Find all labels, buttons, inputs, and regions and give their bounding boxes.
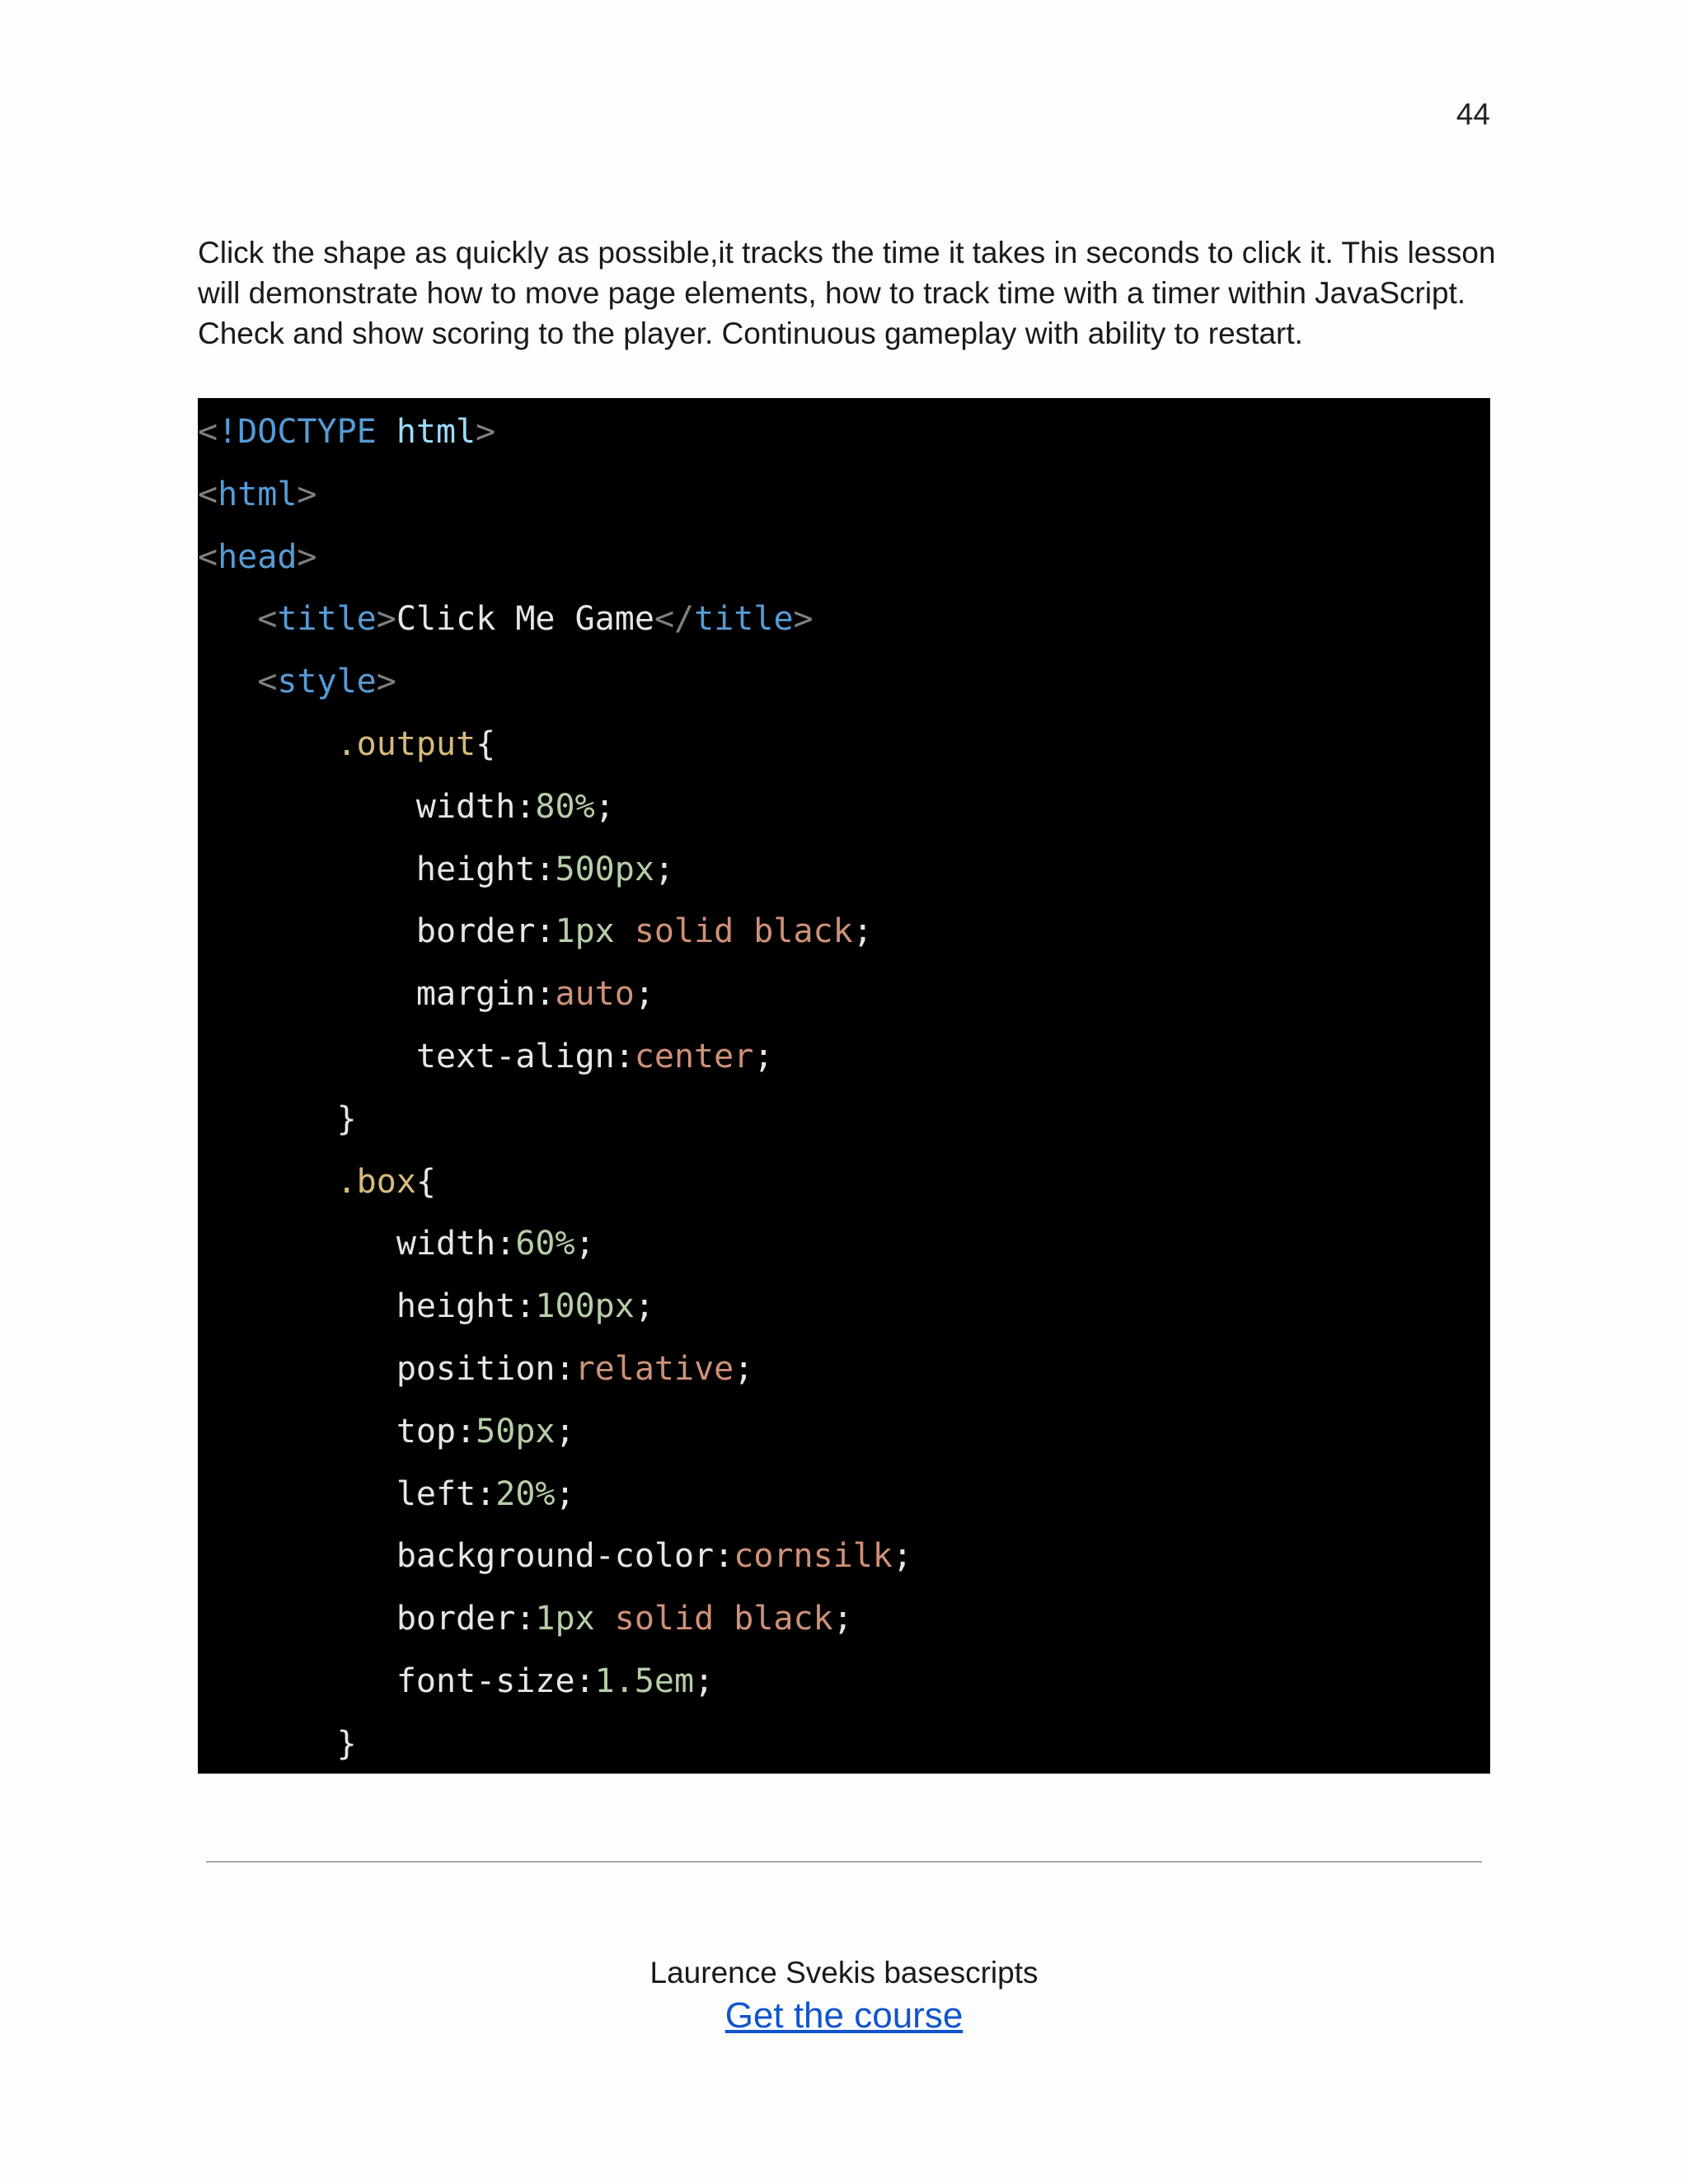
code-token: width: (396, 1225, 516, 1263)
code-line (198, 401, 1490, 464)
code-indent (198, 1413, 396, 1451)
code-token: </ (654, 600, 695, 639)
get-the-course-link[interactable]: Get the course (724, 1995, 964, 2036)
code-indent (198, 1163, 337, 1201)
code-line (198, 464, 1490, 527)
code-token: html (376, 413, 476, 451)
footer-divider (206, 1861, 1482, 1863)
code-indent (198, 1475, 396, 1513)
footer-link-container (0, 1995, 1688, 2036)
code-token: solid black (614, 912, 853, 951)
code-line (198, 1713, 1490, 1776)
code-token: 20% (495, 1474, 556, 1513)
code-token: border: (415, 912, 556, 951)
code-indent (198, 1287, 396, 1325)
code-token: center (634, 1037, 754, 1076)
code-token: 1px (535, 1600, 595, 1638)
code-token: > (297, 537, 317, 576)
code-token: < (198, 413, 218, 451)
code-line (198, 1526, 1490, 1588)
code-token: .box (336, 1162, 416, 1201)
code-block (198, 398, 1490, 1774)
code-line (198, 527, 1490, 589)
code-line (198, 1464, 1490, 1526)
code-token: ; (634, 1287, 654, 1326)
code-token: 500px (555, 850, 654, 888)
code-token: head (218, 537, 298, 576)
code-indent (198, 1600, 396, 1638)
code-line (198, 901, 1490, 963)
code-indent (198, 1038, 416, 1076)
code-indent (198, 851, 416, 888)
code-indent (198, 663, 257, 701)
code-token: ; (832, 1600, 853, 1638)
code-token: { (415, 1162, 436, 1201)
code-token: ; (574, 1225, 595, 1263)
code-indent (198, 1350, 396, 1388)
code-token: ; (594, 787, 615, 826)
code-token: style (277, 663, 377, 701)
code-token: position: (396, 1349, 575, 1388)
code-token: background-color: (396, 1537, 734, 1576)
code-token: font-size: (396, 1661, 595, 1700)
code-token: width: (415, 787, 536, 826)
intro-paragraph: Click the shape as quickly as possible,it tracks the time it takes in seconds to click it. This lesson will demonstrate how to move page elements, how to track time with a timer within JavaScript. Check and show scoring to the player. Continuous gameplay with ability to restart. (198, 236, 1496, 350)
code-token: ; (852, 912, 873, 951)
code-indent (198, 1725, 337, 1763)
code-token: height: (396, 1287, 536, 1326)
code-token: 1px (555, 912, 615, 951)
code-token: > (476, 413, 496, 451)
code-line (198, 839, 1490, 902)
code-token: > (376, 600, 396, 639)
code-token: < (198, 537, 218, 576)
code-token: > (793, 600, 814, 639)
code-token: relative (574, 1349, 734, 1388)
code-line (198, 963, 1490, 1026)
code-line (198, 1213, 1490, 1276)
code-token: > (297, 475, 317, 513)
code-indent (198, 725, 337, 763)
code-token: { (476, 724, 496, 763)
code-token: cornsilk (734, 1537, 893, 1576)
code-line (198, 1651, 1490, 1713)
code-indent (198, 788, 416, 826)
code-line (198, 588, 1490, 651)
code-token: ; (694, 1661, 715, 1700)
code-token: html (218, 475, 298, 513)
code-token: } (336, 1099, 357, 1138)
code-line (198, 714, 1490, 776)
code-indent (198, 975, 416, 1013)
code-token: < (198, 475, 218, 513)
code-line (198, 1588, 1490, 1651)
code-token: left: (396, 1474, 496, 1513)
code-token: 60% (515, 1225, 575, 1263)
code-line (198, 1151, 1490, 1214)
code-token: > (376, 663, 396, 701)
code-line (198, 1276, 1490, 1338)
code-indent (198, 600, 257, 638)
code-indent (198, 1100, 337, 1138)
code-indent (198, 912, 416, 950)
code-line (198, 1401, 1490, 1464)
code-token: ; (734, 1349, 754, 1388)
code-token: 1.5em (594, 1661, 695, 1700)
code-token: title (277, 600, 377, 639)
code-line (198, 651, 1490, 714)
code-line (198, 776, 1490, 839)
page-number: 44 (1456, 97, 1490, 131)
code-token: margin: (415, 975, 556, 1014)
code-token: Click Me Game (396, 600, 654, 639)
footer-author: Laurence Svekis basescripts (649, 1956, 1039, 1990)
code-line (198, 1026, 1490, 1089)
code-token: solid black (594, 1600, 833, 1638)
code-line (198, 1089, 1490, 1151)
code-token: .output (336, 724, 476, 763)
code-token: 80% (535, 787, 595, 826)
code-token: ; (753, 1037, 774, 1076)
code-token: 50px (476, 1412, 556, 1451)
code-token: top: (396, 1412, 476, 1451)
code-token: < (257, 663, 278, 701)
code-token: ; (634, 975, 654, 1014)
code-line (198, 1338, 1490, 1401)
code-token: ; (555, 1412, 575, 1451)
code-token: ; (654, 850, 674, 888)
code-token: text-align: (415, 1037, 635, 1076)
code-token: ; (555, 1474, 575, 1513)
code-token: !DOCTYPE (218, 413, 377, 451)
code-token: auto (555, 975, 635, 1014)
code-indent (198, 1225, 396, 1263)
code-token: title (694, 600, 794, 639)
code-token: ; (892, 1537, 912, 1576)
code-indent (198, 1537, 396, 1575)
code-token: border: (396, 1600, 536, 1638)
code-indent (198, 1662, 396, 1700)
code-token: } (336, 1724, 357, 1763)
code-token: 100px (535, 1287, 635, 1326)
code-token: height: (415, 850, 556, 888)
code-token: < (257, 600, 278, 639)
